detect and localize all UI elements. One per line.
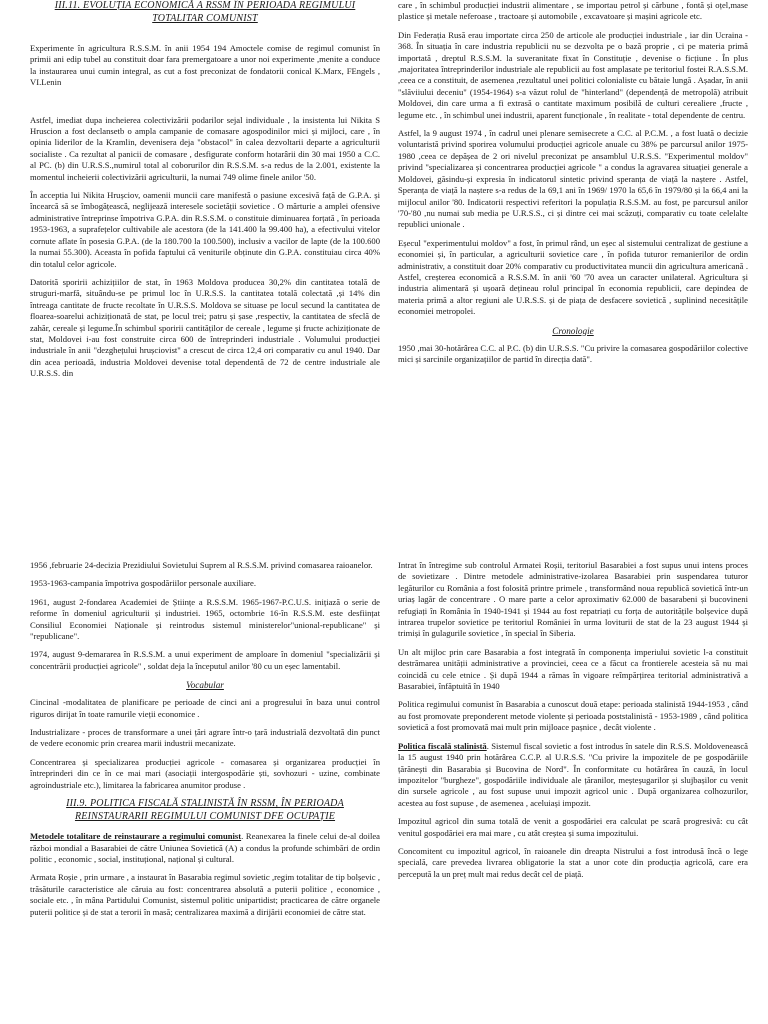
paragraph: Armata Roșie , prin urmare , a instaurat în Basarabia regimul sovietic ,regim totalitar de tip bolșevic , trăsăturile caracteristice ale căruia au fost: concentrarea absolută a puterii politice , economice , sociale etc. , în mâna Partidului Comunist, sistemul politic unipartidist; practicarea de către organele puterii politice și de stat a terorii în masă; centralizarea maximă a dirijării economiei de către stat. [30, 872, 380, 917]
paragraph: Din Federația Rusă erau importate circa 250 de articole ale producției industriale , iar din Ucraina - 368. În situația în care industria republicii nu se dezvolta pe o bază proprie , ci pe materia primă importată , dreptul R.S.S.M. la suveranitate fixat în Constituție , devenise o ficțiune . În plus ,majoritatea întreprinderilor industriale ale republicii au fost amplasate pe teritoriul fostei R.A.S.S.M. ,ceea ce a constituit, de asemenea ,rezultatul unei politici colonialiste cu bătaie lungă . Așadar, în anii "slăviiului deceniu" (1954-1964) s-a văzut rolul de "hinterland" (dependență de metropolă) atribuit Moldovei, din care urma a fi extrasă o cantitate maximum posibilă de culturi cerealiere ,fructe , legume etc. , în schimbul unei industrii, aparent funcționale , în realitate - total dependente de centru. [398, 29, 748, 120]
paragraph: Experimente în agricultura R.S.S.M. în anii 1954 194 Amoctele comise de regimul comunist în primii ani edip tubel au constituit doar fara premergatoare a unor noi experimente ,menite a conduce la instaurarea unui cumin integral, as cut a fost preconizat de fondatorii conical K.Marx, FEngels , VI.Lenin [30, 43, 380, 88]
chronology-entry: 1950 ,mai 30-hotărârea C.C. al P.C. (b) din U.R.S.S. "Cu privire la comasarea gospodăriilor colective mici și sarcinile organizațiilor de partid în direcția dată". [398, 342, 748, 364]
chronology-entry: 1956 ,februarie 24-decizia Prezidiului Sovietului Suprem al R.S.S.M. privind comasarea raioanelor. [30, 560, 373, 570]
vocabulary-entry: Concentrarea și specializarea producției agricole - comasarea și organizarea producției în întreprinderi din ce în ce mai mari (asociații intergospodărie ști, sovhozuri - uzine, combinate agroindustriale etc.), limitarea la fabricarea anumitor produse . [30, 756, 380, 790]
paragraph: În acceptia lui Nikita Hrușciov, oamenii muncii care manifestă o pasiune excesivă față de G.P.A. și încearcă să se îmbogățească, neglijează interesele societății sovietice . O mărturie a amplei ofensive administrative întreprinse împotriva G.P.A. din R.S.S.M. o constituie diminuarea forțată , în perioada 1953-1963, a suprafețelor cultivabile ale acestora (de la 141.400 la 99.400 ha), a efectivului vitelor cornute aflate în posesia G.P.A. (de la 180.700 la 100.500), inclusiv a vacilor de lapte (de la 100.600 la numai 55.300). Aceasta în pofida faptului că veniturile obținute din G.P.A. constituiau circa 40% din totalul celor agricole. [30, 190, 380, 269]
chronology-entry: 1961, august 2-fondarea Academiei de Științe a R.S.S.M. 1965-1967-P.C.U.S. inițiază o serie de reforme în domeniul agriculturii și industriei. 1965, octombrie 16-în R.S.S.M. este desființat Consiliul Economiei Naționale și reintrodus sistemul ministerelor"unional-republicane" și "republicane". [30, 596, 380, 642]
top-left-column [30, 0, 380, 387]
paragraph [398, 741, 748, 809]
paragraph: Intrat în întregime sub controlul Armatei Roșii, teritoriul Basarabiei a fost supus unui intens proces de sovietizare . Dintre metodele administrative-izolarea Basarabiei prin suspendarea tuturor legăturilor cu România a fost folosită printre primele , transformând noua republică sovietică într-un uriaș lagăr de concentrare . O mare parte a celor aproximativ 62.000 de basarabeni și bucovineni refugiați în România în 1940-1941 și 1944 au fost repatriați cu forța de autoritățile bolșevice după intrarea trupelor sovietice pe teritoriul României în urma loviturii de stat de la 23 august 1944 și trimiși în gulagurile sovietice , în special în Siberia. [398, 560, 748, 639]
lead-phrase: Metodele totalitare de reinstaurare a regimului comunist [30, 831, 242, 842]
lead-rest: . Sistemul fiscal sovietic a fost introdus în satele din R.S.S. Moldovenească la 15 august 1940 prin hotărârea C.C.P. al U.R.S.S. "Cu privire la impozitele de pe gospodăriile țărănești din Basarabia și Bucovina de Nord". În conformitate cu hotărârea în cauză, în locul impozitelor "burgheze", gospodăriile individuale ale țăranilor, meșteșugarilor și slujbașilor cu venit din sursele agricole , au fost supuse unui impozit agricol unic . După organizarea colhozurilor, acestea au fost supuse , de asemenea , aceluiași impozit. [398, 740, 748, 808]
lead-phrase: Politica fiscală stalinistă [398, 740, 487, 751]
paragraph: Datorită sporirii achizițiilor de stat, în 1963 Moldova producea 30,2% din cantitatea totală de struguri-marfă, situându-se pe primul loc în U.R.S.S. la cantitatea totală colectată ,și 14% din întreaga cantitate de fructe recoltate în U.R.S.S. Moldova se situase pe locul secund la cantitatea de floarea-soarelui achiziționată de stat, pe locul trei; patru și șase ,respectiv, la cantitatea de sfeclă de zahăr, cereale și legume.În schimbul sporirii cantităților de cereale , legume și fructe achiziționate de stat, Moldovei i-au fost construite circa 600 de întreprinderi industriale . Volumului producției industriale în anii "dezghețului hrușciovist" a crescut de circa 12,4 ori comparativ cu anul 1940. Dar din acea perioadă, industria Moldovei devenise total dependentă de 72 de centre industriale ale U.R.S.S. din [30, 276, 380, 379]
section-title: III.9. POLITICA FISCALĂ STALINISTĂ ÎN RSSM, ÎN PERIOADA REINSTAURARII REGIMULUI COMUNIST DFE OCUPAȚIE [66, 798, 344, 822]
page-bottom [0, 560, 768, 1024]
paragraph: Astfel, imediat dupa incheierea colectivizării podarilor sejal individuale , la insistenta lui Nikita S Hruscion a fost declansetb o ampla campanie de comasare agospodinilor mici și mijloci, care , în opinia liderilor de la Kramlin, devenisera deja "obstacol" în calea dezvoltarii departe a agriculturii socialiste . Ca rezultat al panicii de comasare , desfigurate conform hotarârii din 30 mai 1950 a C.C. al PC. (b) din U.R.S.S.,numirul total al coborurilor din R.S.S.M. s-a redus de la 2.001, existente la momentul incheierii colectivizării agriculturii, la numai 749 olime finele anilor '50. [30, 114, 380, 182]
paragraph: care , în schimbul producției industrii alimentare , se importau petrol și cărbune , fontă și oțel,mase plastice și metale neferoase , tractoare și automobile , excavatoare și mașini agricole etc. [398, 0, 748, 22]
top-right-column [398, 0, 748, 372]
bottom-left-column [30, 560, 380, 925]
paragraph: Concomitent cu impozitul agricol, în raioanele din dreapta Nistrului a fost introdusă încă o lege specială, care prevedea livrarea obligatorie la stat a unor cote din producția agricolă, care era percepută la un preț mult mai redus decât cel de piață. [398, 845, 748, 879]
bottom-right-column [398, 560, 748, 887]
paragraph: Astfel, la 9 august 1974 , în cadrul unei plenare semisecrete a C.C. al P.C.M. , a fost luată o decizie voluntaristă privind sporirea volumului producției agricole anuale cu 38% pe parcursul anilor 1975-1980 ,ceea ce depășea de 2 ori nivelul preconizat pe ansamblul U.R.S.S. "Experimentul moldov" privind "specializarea și concentrarea producției agricole " a condus la agravarea situației generale a Moldovei, găsindu-și expresia în indicatorul sintetic privind speranța de viață la naștere . Astfel, Speranța de viață la naștere s-a redus de la 69,1 ani în 1969/ 1970 la 65,6 în 1979/80 și la 66,4 ani la mijlocul anilor '80. Indicatorii respectivi referitori la populația R.S.S.M. au fost, pe parcursul anilor '70-'80 ,nu numai sub media pe U.R.S.S., ci și dintre cei mai scăzuți, comparativ cu toate celelalte republici unionale . [398, 128, 748, 230]
lead-rest: . Reanexarea la finele celui de-al doilea război mondial a Basarabiei de către Uniunea Sovietică (A) a condus la profunde schimbări de ordin politic , economic , social, instituțional, național și cultural. [30, 831, 380, 864]
vocabulary-heading: Vocabular [186, 680, 224, 691]
page-top [0, 0, 768, 510]
paragraph [30, 831, 380, 865]
chronology-entry: 1974, august 9-demararea în R.S.S.M. a unui experiment de amploare în domeniul "specializării și concentrării producției agricole" , soldat deja la începutul anilor '80 cu un eșec lamentabil. [30, 649, 380, 671]
paragraph: Eșecul "experimentului moldov" a fost, în primul rând, un eșec al sistemului centralizat de gestiune a economiei și, în particular, a agriculturii sovietice care , în pofida tuturor remanierilor de ordin administrativ, a constituit doar 20% comparativ cu productivitatea muncii din agricultura americană . Astfel, creșterea economică a R.S.S.M. în anii '60 '70 avea un caracter unilateral. Agricultura și industria alimentară și ușoară dețineau rolul principal în economia republicii, care depindea de materia primă a altor regiuni ale U.R.S.S. și de piața de desfacere sovietică , suplinind necesitățile economiei metropolei. [398, 237, 748, 317]
vocabulary-entry: Industrializare - proces de transformare a unei țări agrare într-o țară industrială dezvoltată din punct de vedere economic prin crearea marii industrii mecanizate. [30, 727, 380, 749]
chapter-title: III.11. EVOLUȚIA ECONOMICĂ A RSSM ÎN PERIOADA REGIMULUI TOTALITAR COMUNIST [54, 0, 356, 24]
chronology-heading: Cronologie [552, 325, 594, 336]
paragraph: Un alt mijloc prin care Basarabia a fost integrată în componența imperiului sovietic l-a constituit destrămarea unității administrative a provinciei, ceea ce a făcut ca frontierele acesteia să nu mai coincidă cu cele etnice . Și după 1944 a rămas în vigoare reîmpărțirea teritorial administrativă a Basarabiei, înfăptuită în 1940 [398, 646, 748, 692]
paragraph: Politica regimului comunist în Basarabia a cunoscut două etape: perioada stalinistă 1944-1953 , când au fost promovate preponderent metode violente și perioada poststalinistă - 1953-1989 , când politica sovietică a fost promovată mai mult prin mijloace pașnice , decât violente . [398, 699, 748, 733]
vocabulary-entry: Cincinal -modalitatea de planificare pe perioade de cinci ani a progresului în baza unui control riguros dirijat în toate ramurile vieții economice . [30, 697, 380, 719]
chronology-entry: 1953-1963-campania împotriva gospodăriilor personale auxiliare. [30, 578, 256, 589]
paragraph: Impozitul agricol din suma totală de venit a gospodăriei era calculat pe scară progresivă: cu cât venitul gospodăriei era mai mare , cu atât creștea și suma impozitului. [398, 816, 748, 838]
